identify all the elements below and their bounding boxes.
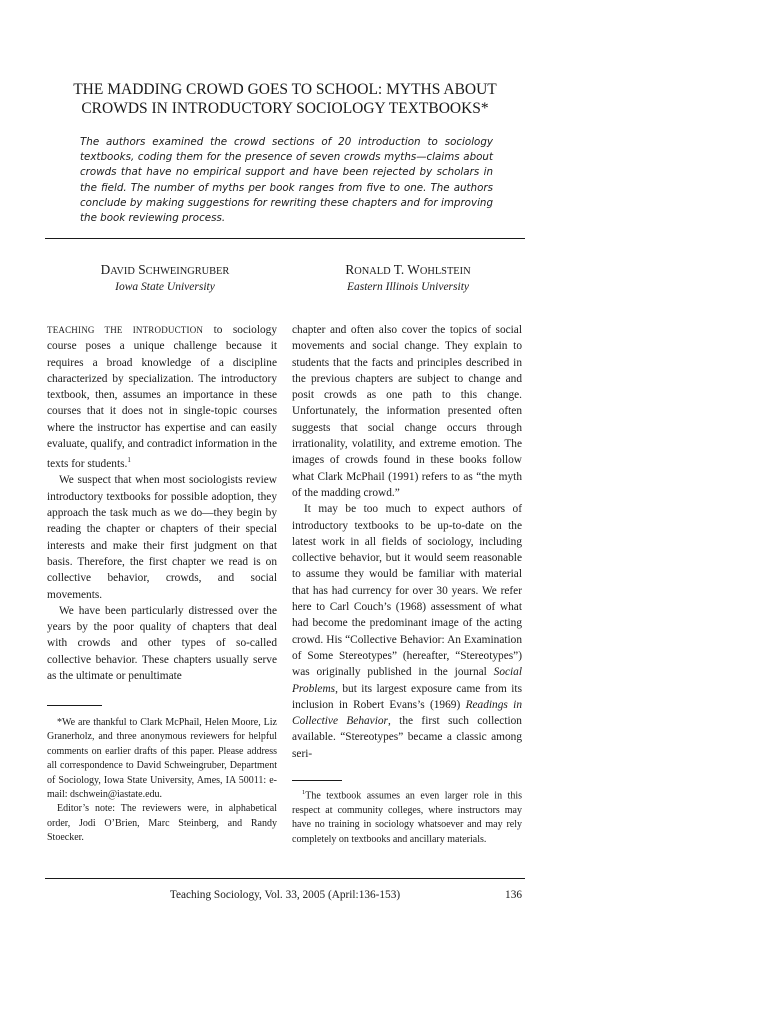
left-paragraph-3: We have been particularly distressed over the years by the poor quality of chapters that deal with crowds and other types of so-called collective behavior. These chapters usually serve as the ultimate or penultimate [47, 604, 277, 683]
book-title: Readings in Collective Behavior [292, 698, 522, 728]
left-footnotes [47, 716, 277, 846]
abstract: The authors examined the crowd sections of 20 introduction to sociology textbooks, coding them for the presence of seven crowds myths—claims about crowds that have no empirical support and have been rejected by scholars in the field. The number of myths per book ranges from five to one. The authors conclude by making suggestions for rewriting these chapters and for improving the book reviewing process. [80, 136, 493, 225]
author-name-2: RONALD T. WOHLSTEIN [345, 262, 471, 277]
footer-citation: Teaching Sociology, Vol. 33, 2005 (April:136-153) [169, 889, 401, 901]
footnote-ref-1: 1 [127, 456, 131, 465]
author-name-1: DAVID SCHWEINGRUBER [100, 262, 230, 277]
editor-note: Editor’s note: The reviewers were, in alphabetical order, Jodi O’Brien, Marc Steinberg, and Randy Stoecker. [47, 803, 277, 844]
right-paragraph-2: It may be too much to expect authors of introductory textbooks to be up-to-date on the latest work in all fields of sociology, including collective behavior, but it would seem reasonable to assume they would be familiar with material that has had currency for over 30 years. We refer here to Carl Couch’s (1968) assessment of what had become the predominant image of the acting crowd. His “Collective Behavior: An Examination of Some Stereotypes” (hereafter, “Stereotypes”) was originally published in the journal Social Problems, but its largest exposure came from its inclusion in Robert Evans’s (1969) Readings in Collective Behavior, the first such collection available. “Stereotypes” became a classic among seri- [292, 503, 522, 760]
footer-divider [45, 878, 525, 879]
left-paragraph-1: TEACHING THE INTRODUCTION to sociology course poses a unique challenge because it requires a broad knowledge of a discipline characterized by specialization. The introductory textbook, then, assumes an importance in these courses that it does not in single-topic courses where the instructor has expertise and can easily evaluate, qualify, and contradict information in the texts for students.$^1$ [47, 324, 277, 471]
title-line-1: THE MADDING CROWD GOES TO SCHOOL: MYTHS ABOUT [73, 81, 497, 98]
author-block-2 [288, 262, 528, 293]
author-affiliation-2: Eastern Illinois University [346, 281, 469, 293]
left-column [47, 322, 277, 684]
lead-in-small-caps: TEACHING THE INTRODUCTION [47, 325, 204, 335]
footnote-1: $^1$The textbook assumes an even larger role in this respect at community colleges, where instructors may have no training in sociology whatsoever and may rely completely on textbooks and ancillary materials. [292, 789, 522, 845]
right-footnote-separator [292, 780, 342, 781]
right-footnotes [292, 786, 522, 847]
author-block-1 [45, 262, 285, 293]
article-title [45, 80, 525, 118]
acknowledgment-note: *We are thankful to Clark McPhail, Helen Moore, Liz Granerholz, and three anonymous reviewers for helpful comments on earlier drafts of this paper. Please address all correspondence to David Schweingruber, Department of Sociology, Iowa State University, Ames, IA 50011: e-mail: dschwein@iastate.edu. [47, 717, 277, 801]
left-paragraph-2: We suspect that when most sociologists review introductory textbooks for possible adoption, they approach the task much as we do—they begin by reading the chapter or chapters of their special interests and make their first judgment on that basis. Therefore, the first chapter we read is on collective behavior, crowds, and social movements. [47, 474, 277, 601]
title-line-2: CROWDS IN INTRODUCTORY SOCIOLOGY TEXTBOOKS* [81, 100, 489, 117]
page-number: 136 [505, 889, 522, 901]
author-affiliation-1: Iowa State University [115, 281, 215, 293]
left-footnote-separator [47, 705, 102, 706]
journal-title: Social Problems [292, 666, 522, 695]
right-paragraph-1: chapter and often also cover the topics of social movements and social change. They explain to students that the facts and principles described in the previous chapters are subject to change and posit crowds as one path to this change. Unfortunately, the information presented often suggests that social change occurs through irrationality, volatility, and extreme emotion. The images of crowds found in these books follow what Clark McPhail (1991) refers to as “the myth of the madding crowd.” [292, 324, 522, 499]
header-divider [45, 238, 525, 239]
right-column [292, 322, 522, 762]
